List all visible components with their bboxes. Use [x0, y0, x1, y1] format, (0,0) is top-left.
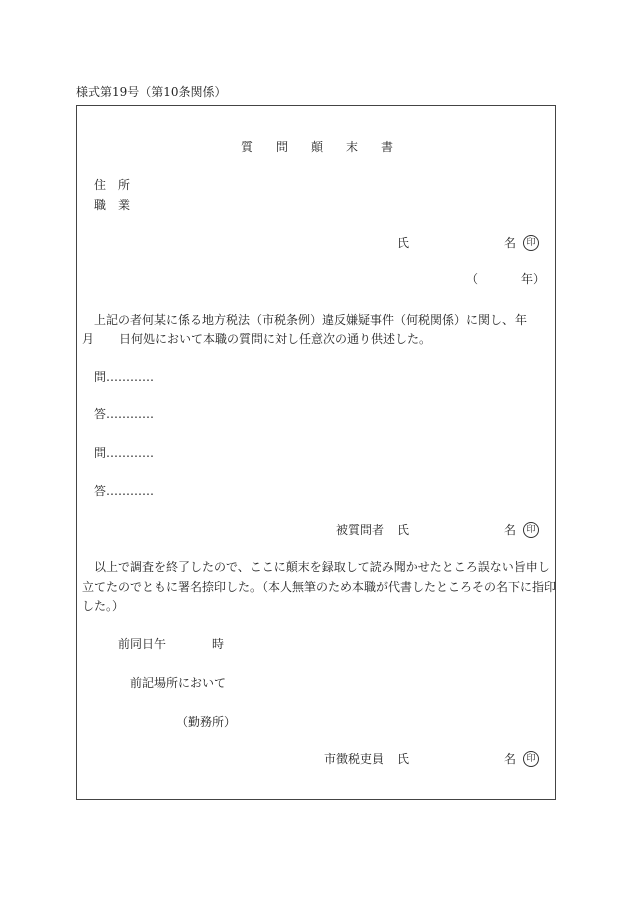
title-char: 質 [241, 140, 254, 154]
qa-answer: 答………… [94, 484, 155, 498]
official-mei: 名 [504, 752, 517, 766]
date-time-text: 前同日午 [118, 637, 167, 651]
para1-line1: 上記の者何某に係る地方税法（市税条例）違反嫌疑事件（何税関係）に関し、 [94, 313, 515, 327]
title-char: 顛 [311, 140, 324, 154]
occupation-label: 職 業 [94, 198, 131, 212]
title-char: 問 [276, 140, 289, 154]
para1-line2: 日何処において本職の質問に対し任意次の通り供述した。 [119, 332, 432, 346]
qa-answer: 答………… [94, 407, 155, 421]
seal-mark: 印 [523, 751, 539, 767]
para1-year: 年 [515, 313, 528, 327]
para1-month: 月 [82, 332, 95, 346]
form-number: 様式第19号（第10条関係） [76, 85, 227, 99]
qa-question: 問………… [94, 446, 155, 460]
questioned-mei: 名 [504, 523, 517, 537]
date-time-ji: 時 [212, 637, 225, 651]
seal-mark: 印 [523, 235, 539, 251]
questioned-shi: 氏 [397, 523, 410, 537]
name-mei: 名 [504, 236, 517, 250]
age-open-paren: （ [466, 272, 479, 286]
seal-mark: 印 [523, 522, 539, 538]
place-text: 前記場所において [130, 676, 227, 690]
address-label: 住 所 [94, 178, 131, 192]
official-shi: 氏 [397, 752, 410, 766]
name-shi: 氏 [397, 236, 410, 250]
title-char: 末 [346, 140, 359, 154]
title-char: 書 [381, 140, 394, 154]
para2-line3: した。） [82, 599, 125, 613]
para2-line2: 立てたのでともに署名捺印した。（本人無筆のため本職が代書したところその名下に指印 [82, 580, 557, 594]
para2-line1: 以上で調査を終了したので、ここに顛末を録取して読み聞かせたところ誤ない旨申し [94, 560, 550, 574]
office-text: （勤務所） [176, 715, 237, 729]
qa-question: 問………… [94, 370, 155, 384]
official-label: 市徴税吏員 [324, 752, 385, 766]
age-nen: 年） [521, 272, 546, 286]
questioned-label: 被質問者 [336, 523, 385, 537]
